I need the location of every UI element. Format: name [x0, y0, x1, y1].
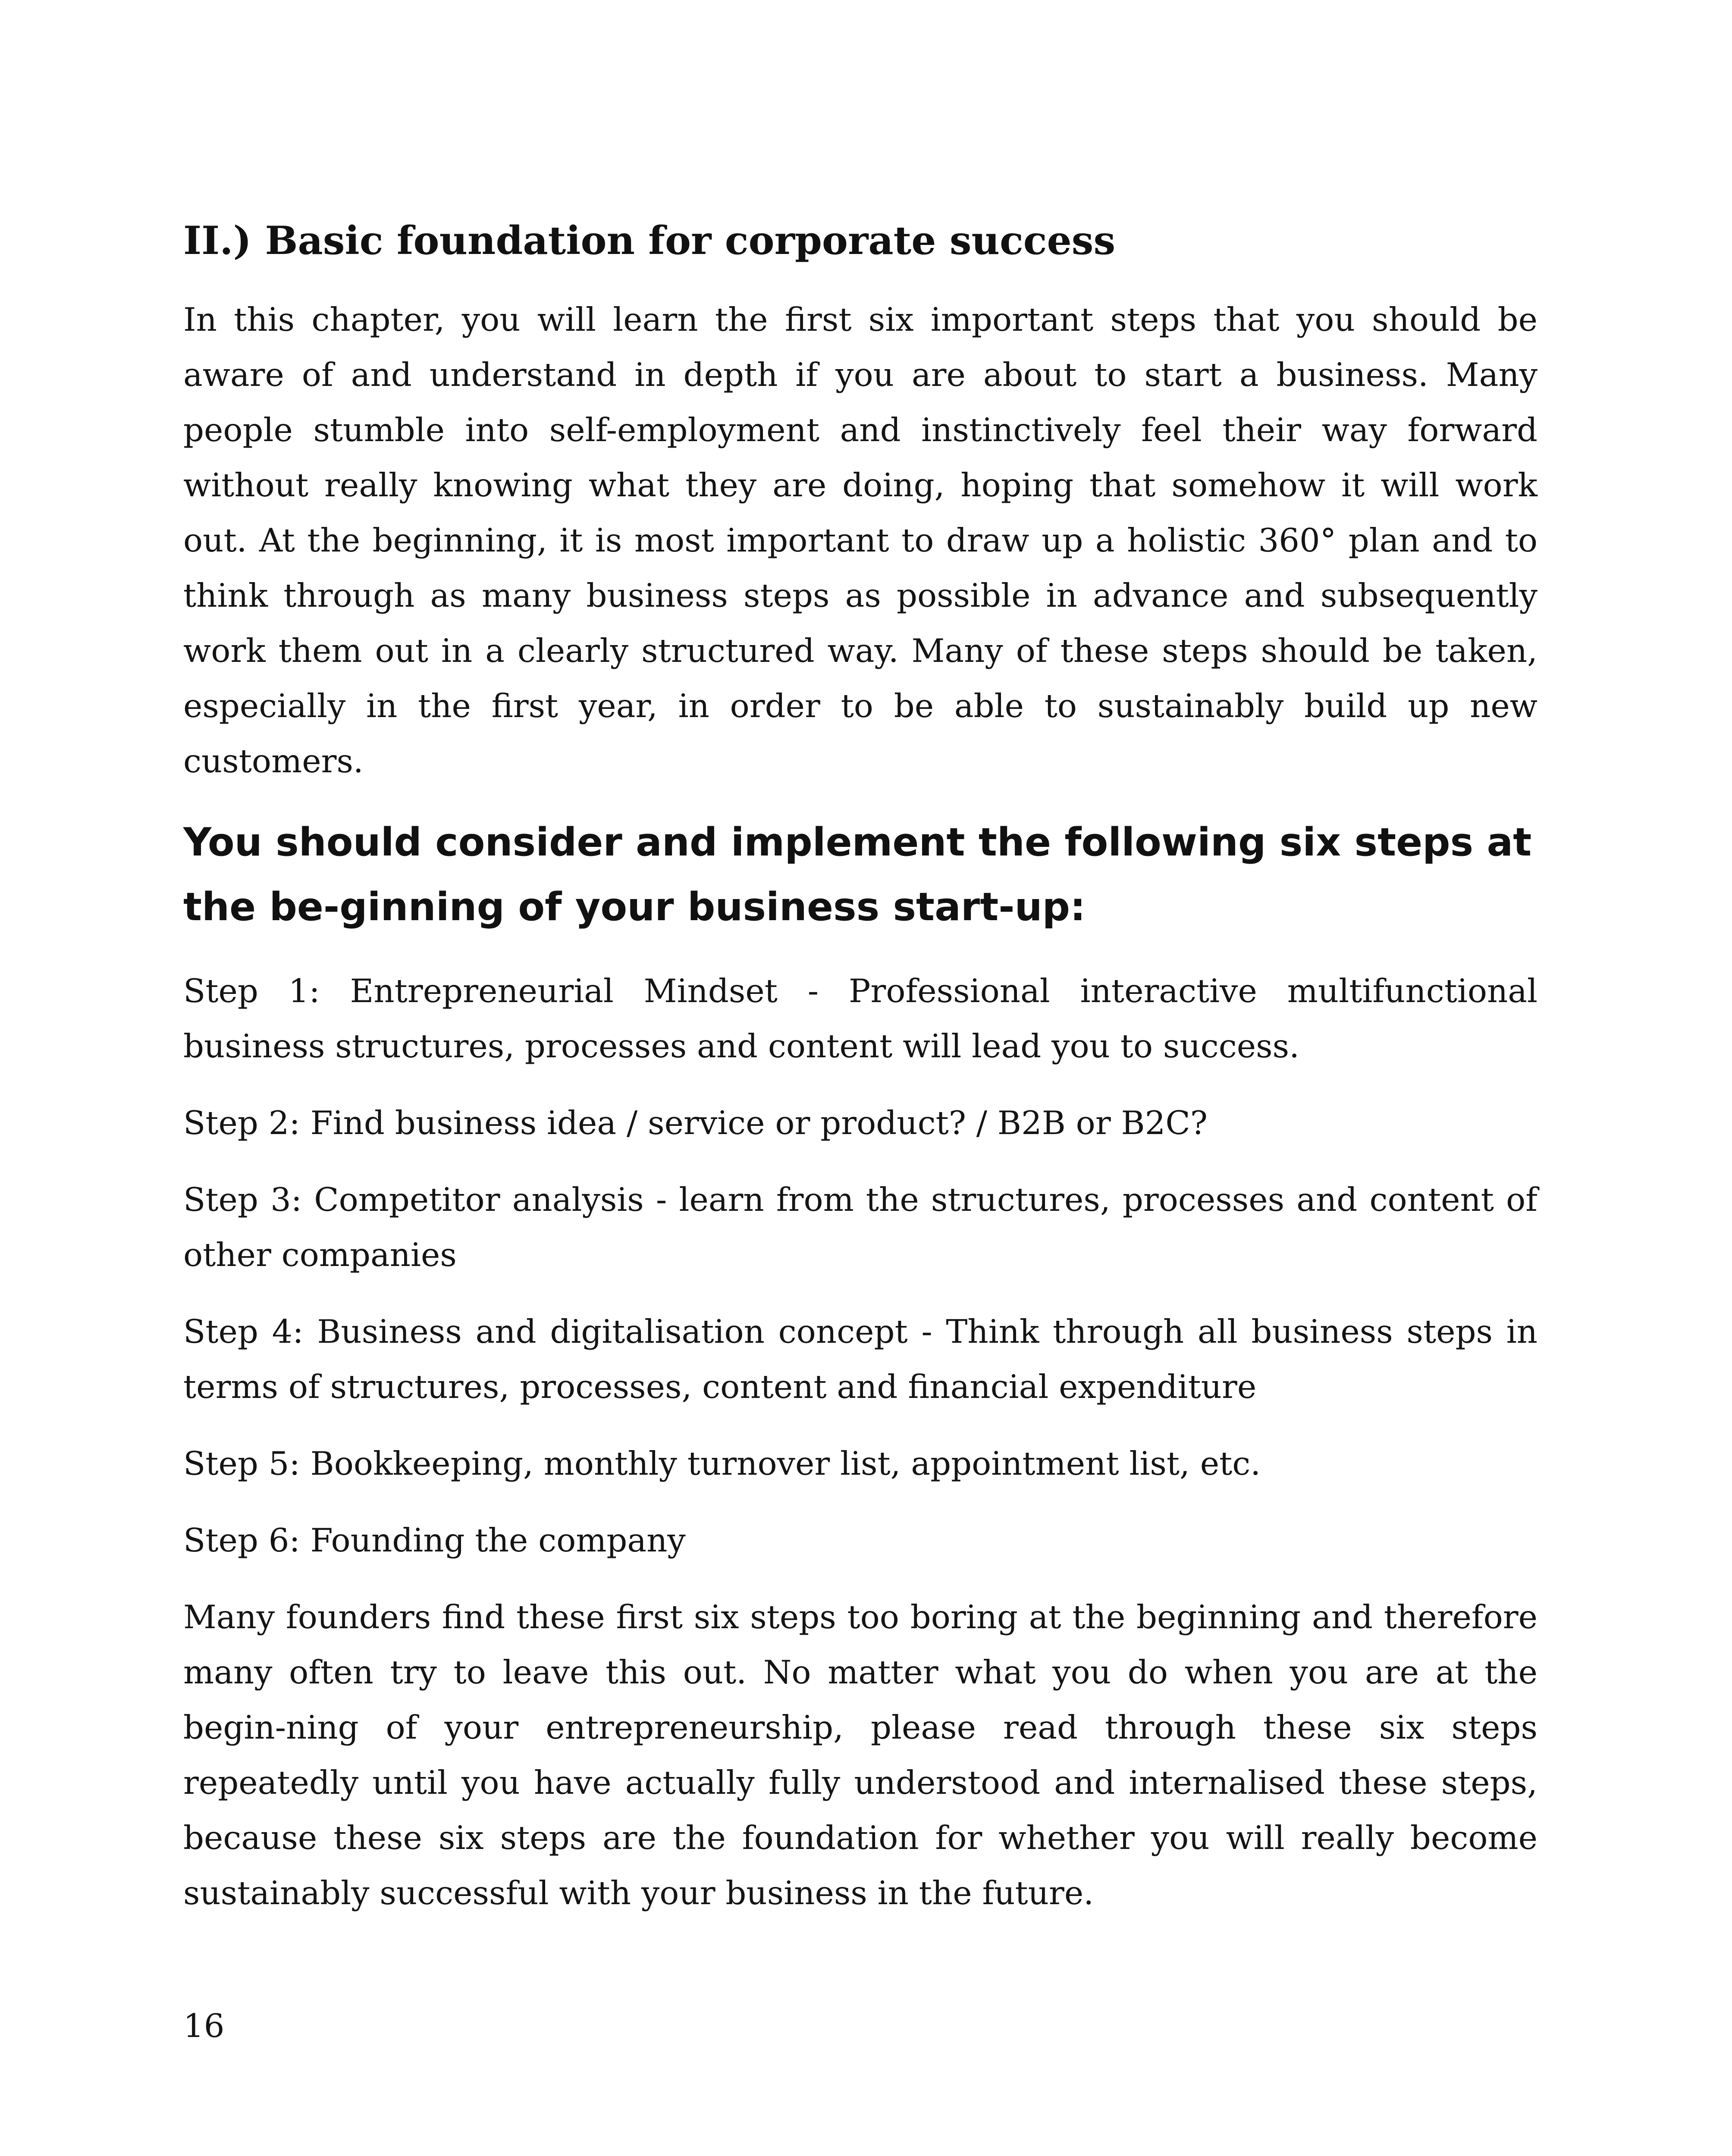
step-3: Step 3: Competitor analysis - learn from the structures, processes and content of other companies — [183, 1181, 1537, 1274]
step-6: Step 6: Founding the company — [183, 1521, 686, 1559]
page-number: 16 — [183, 2007, 225, 2045]
step-2: Step 2: Find business idea / service or product? / B2B or B2C? — [183, 1104, 1208, 1142]
page-content — [183, 216, 1537, 1942]
step-1: Step 1: Entrepreneurial Mindset - Professional interactive multifunctional business structures, processes and content will lead you to success. — [183, 972, 1537, 1065]
chapter-heading: II.) Basic foundation for corporate success — [183, 218, 1116, 263]
closing-paragraph: Many founders find these first six steps too boring at the beginning and therefore many often try to leave this out. No matter what you do when you are at the begin-ning of your entrepreneurship, please read through these six steps repeatedly until you have actually fully understood and internalised these steps, because these six steps are the foundation for whether you will really become sustainably successful with your business in the future. — [183, 1598, 1537, 1912]
step-4: Step 4: Business and digitalisation concept - Think through all business steps in terms of structures, processes, content and financial expenditure — [183, 1313, 1537, 1406]
steps-subheading: You should consider and implement the following six steps at the be-ginning of your business start-up: — [183, 820, 1532, 930]
step-5: Step 5: Bookkeeping, monthly turnover list, appointment list, etc. — [183, 1445, 1261, 1482]
intro-paragraph: In this chapter, you will learn the first six important steps that you should be aware of and understand in depth if you are about to start a business. Many people stumble into self-employment and instinctively feel their way forward without really knowing what they are doing, hoping that somehow it will work out. At the beginning, it is most important to draw up a holistic 360° plan and to think through as many business steps as possible in advance and subsequently work them out in a clearly structured way. Many of these steps should be taken, especially in the first year, in order to be able to sustainably build up new customers. — [183, 301, 1537, 780]
